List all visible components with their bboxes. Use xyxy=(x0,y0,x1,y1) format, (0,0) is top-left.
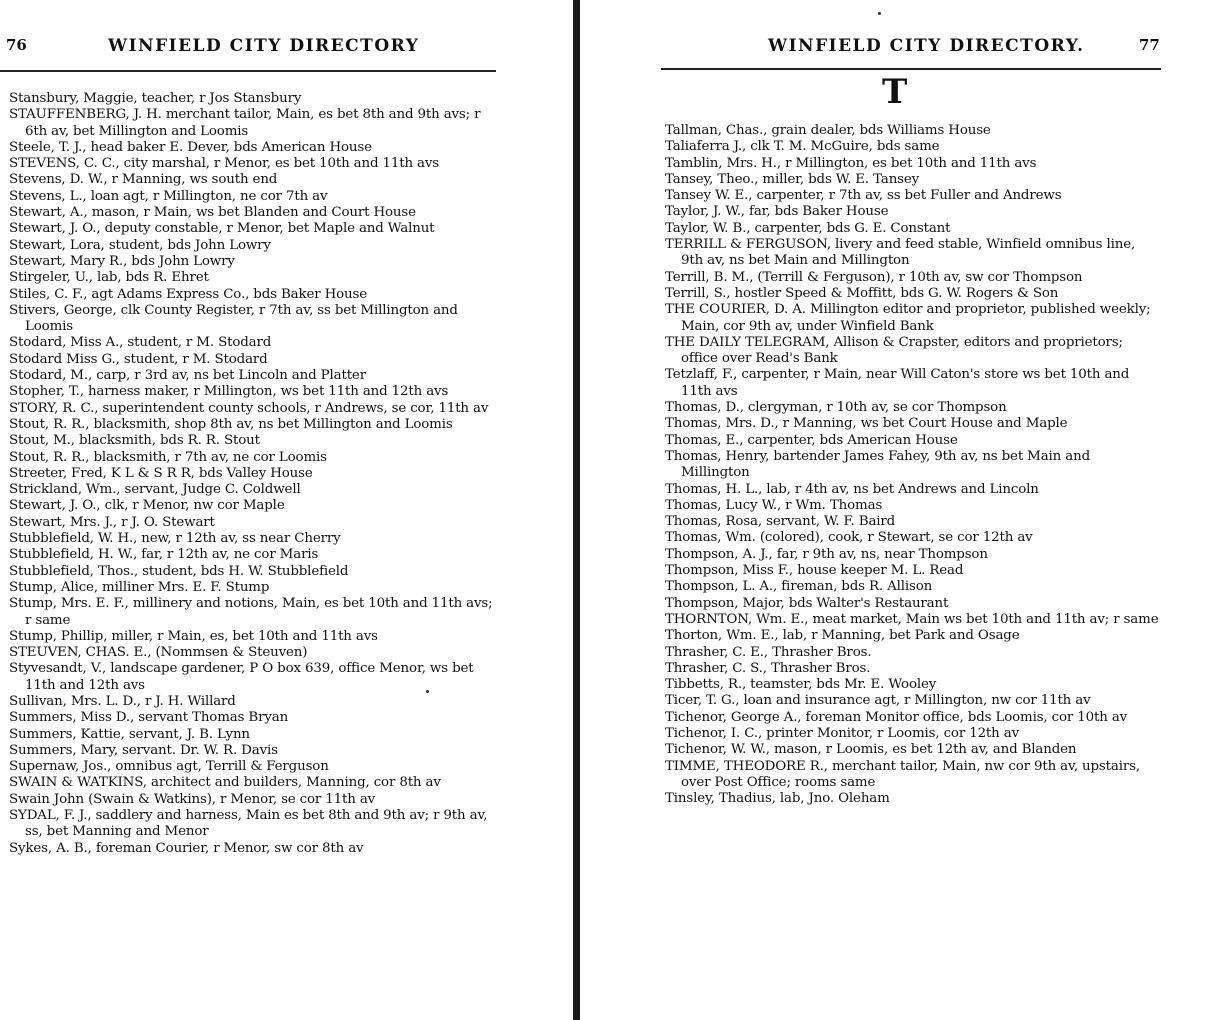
directory-entry: Thrasher, C. S., Thrasher Bros. xyxy=(665,660,871,676)
directory-entry: Ticer, T. G., loan and insurance agt, r Millington, nw cor 11th av xyxy=(665,693,1091,709)
directory-entry: Steele, T. J., head baker E. Dever, bds American House xyxy=(9,139,372,155)
directory-entry: Stewart, J. O., clk, r Menor, nw cor Maple xyxy=(9,498,285,514)
section-letter: T xyxy=(882,72,909,112)
directory-entry: Stubblefield, W. H., new, r 12th av, ss near Cherry xyxy=(9,531,341,547)
directory-entry: Sullivan, Mrs. L. D., r J. H. Willard xyxy=(9,693,236,709)
page-number: 76 xyxy=(6,36,27,54)
directory-entry: SYDAL, F. J., saddlery and harness, Main es bet 8th and 9th av; r 9th av, ss, bet Manning and Menor xyxy=(9,808,488,840)
header-rule xyxy=(0,70,496,72)
directory-entry: TERRILL & FERGUSON, livery and feed stable, Winfield omnibus line, 9th av, ns bet Main and Millington xyxy=(665,237,1136,269)
directory-entry: Stodard, M., carp, r 3rd av, ns bet Lincoln and Platter xyxy=(9,368,366,384)
directory-entry: Stodard, Miss A., student, r M. Stodard xyxy=(9,335,272,351)
directory-entry: Thrasher, C. E., Thrasher Bros. xyxy=(665,644,872,660)
directory-entry: Terrill, B. M., (Terrill & Ferguson), r 10th av, sw cor Thompson xyxy=(665,269,1083,285)
directory-entry: Thomas, Lucy W., r Wm. Thomas xyxy=(665,497,883,513)
running-header: WINFIELD CITY DIRECTORY xyxy=(108,36,420,56)
directory-entry: Thompson, Miss F., house keeper M. L. Read xyxy=(665,563,964,579)
directory-entry: Stewart, Mrs. J., r J. O. Stewart xyxy=(9,514,215,530)
directory-entry: Stevens, L., loan agt, r Millington, ne cor 7th av xyxy=(9,188,328,204)
directory-entry: Thompson, Major, bds Walter's Restaurant xyxy=(665,595,949,611)
directory-entry: Thomas, Mrs. D., r Manning, ws bet Court House and Maple xyxy=(665,416,1068,432)
directory-entry: Thomas, D., clergyman, r 10th av, se cor Thompson xyxy=(665,400,1007,416)
directory-entry: Stiles, C. F., agt Adams Express Co., bds Baker House xyxy=(9,286,367,302)
directory-entry: Taylor, J. W., far, bds Baker House xyxy=(665,204,889,220)
directory-entry: Summers, Miss D., servant Thomas Bryan xyxy=(9,710,289,726)
directory-entry: Strickland, Wm., servant, Judge C. Coldwell xyxy=(9,482,301,498)
directory-entry: Stewart, Mary R., bds John Lowry xyxy=(9,253,235,269)
directory-entry: Summers, Mary, servant. Dr. W. R. Davis xyxy=(9,742,278,758)
directory-entry: Thomas, Rosa, servant, W. F. Baird xyxy=(665,514,896,530)
directory-entry: Streeter, Fred, K L & S R R, bds Valley House xyxy=(9,465,313,481)
directory-entry: Stump, Phillip, miller, r Main, es, bet 10th and 11th avs xyxy=(9,628,378,644)
directory-entry: STEUVEN, CHAS. E., (Nommsen & Steuven) xyxy=(9,645,308,661)
directory-entry: Thomas, Wm. (colored), cook, r Stewart, se cor 12th av xyxy=(665,530,1033,546)
directory-entry: THORNTON, Wm. E., meat market, Main ws bet 10th and 11th av; r same xyxy=(665,611,1159,627)
running-header: WINFIELD CITY DIRECTORY. xyxy=(768,36,1085,56)
directory-entry: TIMME, THEODORE R., merchant tailor, Main, nw cor 9th av, upstairs, over Post Office; rooms same xyxy=(665,758,1140,790)
directory-entry: STAUFFENBERG, J. H. merchant tailor, Main, es bet 8th and 9th avs; r 6th av, bet Millington and Loomis xyxy=(9,107,481,139)
directory-entry: Terrill, S., hostler Speed & Moffitt, bds G. W. Rogers & Son xyxy=(665,285,1059,301)
directory-entry: Thomas, H. L., lab, r 4th av, ns bet Andrews and Lincoln xyxy=(665,481,1039,497)
directory-entry: Stubblefield, Thos., student, bds H. W. Stubblefield xyxy=(9,563,349,579)
right-page xyxy=(582,0,1229,1020)
directory-entry: Stout, M., blacksmith, bds R. R. Stout xyxy=(9,433,260,449)
directory-entry: Stivers, George, clk County Register, r 7th av, ss bet Millington and Loomis xyxy=(9,302,458,335)
directory-entry: Tibbetts, R., teamster, bds Mr. E. Wooley xyxy=(665,677,937,693)
directory-entry: THE COURIER, D. A. Millington editor and proprietor, published weekly; Main, cor 9th av, under Winfield Bank xyxy=(665,302,1151,334)
directory-entry: Taliaferra J., clk T. M. McGuire, bds same xyxy=(665,139,940,155)
directory-entry: SWAIN & WATKINS, architect and builders, Manning, cor 8th av xyxy=(9,775,441,791)
directory-entry: Tansey W. E., carpenter, r 7th av, ss bet Fuller and Andrews xyxy=(665,188,1062,204)
book-spine xyxy=(573,0,580,1020)
directory-entry: Stubblefield, H. W., far, r 12th av, ne cor Maris xyxy=(9,547,319,563)
directory-entry: Stopher, T., harness maker, r Millington, ws bet 11th and 12th avs xyxy=(9,384,449,400)
directory-entry: Tetzlaff, F., carpenter, r Main, near Will Caton's store ws bet 10th and 11th avs xyxy=(665,367,1130,399)
print-speck xyxy=(426,690,429,693)
directory-entry: Sykes, A. B., foreman Courier, r Menor, sw cor 8th av xyxy=(9,840,364,856)
directory-entry: Tinsley, Thadius, lab, Jno. Oleham xyxy=(665,791,890,807)
directory-entry: Stansbury, Maggie, teacher, r Jos Stansbury xyxy=(9,91,302,106)
directory-entry: Thompson, A. J., far, r 9th av, ns, near Thompson xyxy=(665,546,988,562)
directory-entry: Stirgeler, U., lab, bds R. Ehret xyxy=(9,270,209,286)
directory-entry: Thomas, Henry, bartender James Fahey, 9th av, ns bet Main and Millington xyxy=(665,448,1090,481)
directory-entry: Supernaw, Jos., omnibus agt, Terrill & Ferguson xyxy=(9,759,329,775)
directory-entry: STORY, R. C., superintendent county schools, r Andrews, se cor, 11th av xyxy=(9,400,489,416)
header-rule xyxy=(661,68,1161,70)
directory-entry: Thomas, E., carpenter, bds American House xyxy=(665,432,958,448)
directory-entry: Stewart, Lora, student, bds John Lowry xyxy=(9,237,271,253)
directory-entry: Tansey, Theo., miller, bds W. E. Tansey xyxy=(665,171,920,187)
directory-entries xyxy=(665,123,1161,807)
directory-entry: Stevens, D. W., r Manning, ws south end xyxy=(9,172,278,188)
directory-entry: Taylor, W. B., carpenter, bds G. E. Constant xyxy=(665,220,951,236)
left-page xyxy=(0,0,572,1020)
directory-entry: Stump, Alice, milliner Mrs. E. F. Stump xyxy=(9,579,270,595)
print-speck xyxy=(878,12,881,15)
directory-entry: STEVENS, C. C., city marshal, r Menor, es bet 10th and 11th avs xyxy=(9,156,440,172)
directory-entry: Styvesandt, V., landscape gardener, P O box 639, office Menor, ws bet 11th and 12th avs xyxy=(9,661,474,693)
directory-entry: Stout, R. R., blacksmith, shop 8th av, ns bet Millington and Loomis xyxy=(9,416,453,432)
directory-entry: Stout, R. R., blacksmith, r 7th av, ne cor Loomis xyxy=(9,449,327,465)
directory-entry: Tichenor, I. C., printer Monitor, r Loomis, cor 12th av xyxy=(665,725,1019,741)
directory-entry: Stump, Mrs. E. F., millinery and notions, Main, es bet 10th and 11th avs; r same xyxy=(9,596,493,628)
directory-entry: Stewart, A., mason, r Main, ws bet Blanden and Court House xyxy=(9,205,416,221)
directory-entry: Thompson, L. A., fireman, bds R. Allison xyxy=(665,579,933,595)
page-number: 77 xyxy=(1139,36,1160,54)
directory-entry: Swain John (Swain & Watkins), r Menor, se cor 11th av xyxy=(9,791,376,807)
directory-entry: THE DAILY TELEGRAM, Allison & Crapster, editors and proprietors; office over Read's Bank xyxy=(665,334,1123,367)
directory-entries xyxy=(9,91,497,857)
directory-entry: Stodard Miss G., student, r M. Stodard xyxy=(9,351,268,367)
directory-entry: Tichenor, W. W., mason, r Loomis, es bet 12th av, and Blanden xyxy=(665,742,1077,758)
directory-entry: Summers, Kattie, servant, J. B. Lynn xyxy=(9,726,250,742)
directory-entry: Tallman, Chas., grain dealer, bds Williams House xyxy=(665,123,991,138)
directory-entry: Tamblin, Mrs. H., r Millington, es bet 10th and 11th avs xyxy=(665,155,1037,171)
directory-entry: Tichenor, George A., foreman Monitor office, bds Loomis, cor 10th av xyxy=(665,709,1128,725)
directory-entry: Thorton, Wm. E., lab, r Manning, bet Park and Osage xyxy=(665,628,1020,644)
directory-entry: Stewart, J. O., deputy constable, r Menor, bet Maple and Walnut xyxy=(9,221,435,237)
